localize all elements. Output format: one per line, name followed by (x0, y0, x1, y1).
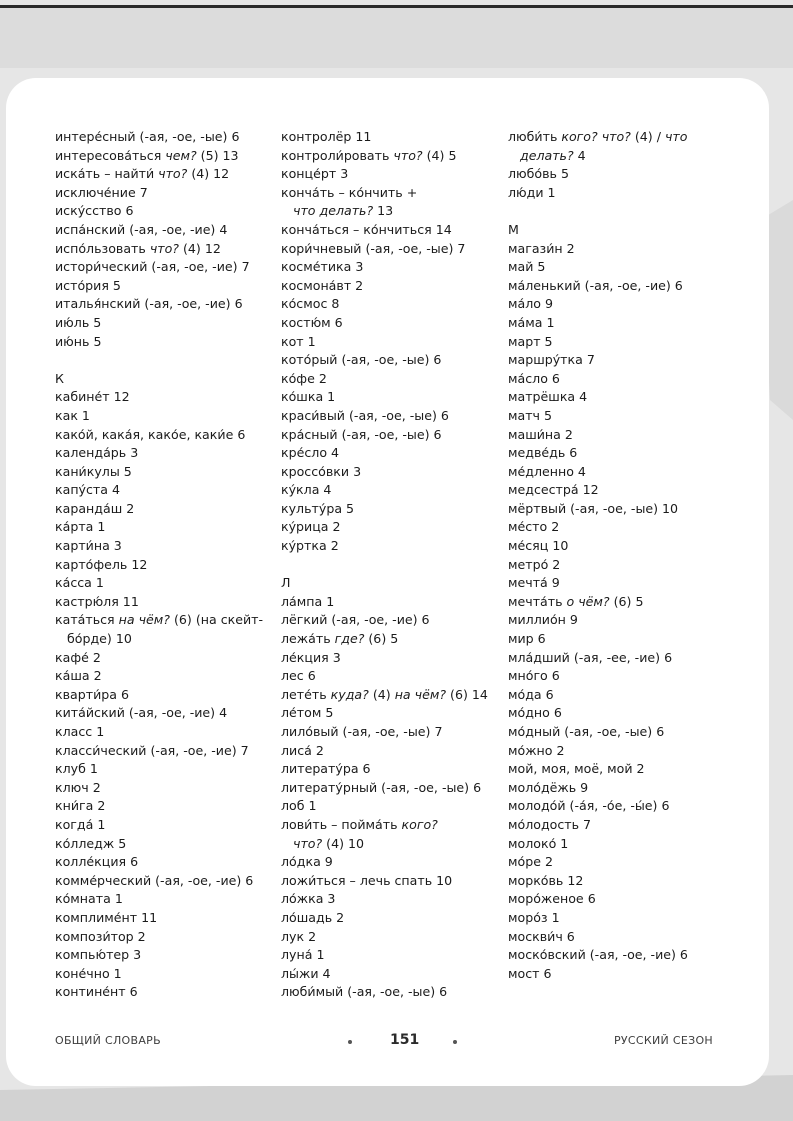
dictionary-entry: ла́мпа 1 (281, 593, 335, 609)
dictionary-entry: иска́ть – найти́ что? (4) 12 (55, 166, 230, 182)
dictionary-entry: коне́чно 1 (55, 965, 122, 981)
dictionary-entry: моро́з 1 (508, 909, 560, 925)
dictionary-entry: кварти́ра 6 (55, 686, 129, 702)
dictionary-entry: лиса́ 2 (281, 742, 324, 758)
letter-heading: Л (281, 575, 291, 591)
dictionary-entry: ку́рица 2 (281, 519, 341, 535)
dictionary-entry: мо́дно 6 (508, 705, 562, 721)
dictionary-entry: мечта́ть о чём? (6) 5 (508, 593, 644, 609)
dictionary-column-3 (508, 128, 688, 983)
dictionary-entry: ключ 2 (55, 779, 101, 795)
dictionary-entry: ма́ло 9 (508, 296, 553, 312)
dictionary-entry: испа́нский (-ая, -ое, -ие) 4 (55, 221, 228, 237)
dictionary-entry: любо́вь 5 (508, 166, 569, 182)
section-gap (55, 351, 263, 370)
dictionary-entry: како́й, кака́я, како́е, каки́е 6 (55, 426, 246, 442)
dictionary-entry: что делать? 13 (293, 203, 394, 219)
dictionary-entry: класс 1 (55, 724, 105, 739)
dictionary-entry: кани́кулы 5 (55, 463, 132, 479)
dictionary-entry: кре́сло 4 (281, 445, 340, 461)
dictionary-entry: ма́ма 1 (508, 314, 555, 330)
dictionary-entry: литерату́рный (-ая, -ое, -ые) 6 (281, 779, 482, 795)
dictionary-entry: бо́рде) 10 (67, 631, 132, 647)
dictionary-entry: ию́ль 5 (55, 314, 102, 330)
dictionary-entry: класси́ческий (-ая, -ое, -ие) 7 (55, 742, 249, 758)
footer-dot (453, 1040, 457, 1044)
dictionary-entry: лоб 1 (281, 798, 317, 814)
dictionary-entry: маши́на 2 (508, 426, 573, 442)
dictionary-entry: краси́вый (-ая, -ое, -ые) 6 (281, 407, 449, 423)
dictionary-entry: мост 6 (508, 965, 552, 981)
dictionary-entry: мо́дный (-ая, -ое, -ые) 6 (508, 724, 665, 739)
dictionary-entry: когда́ 1 (55, 816, 106, 832)
dictionary-entry: как 1 (55, 407, 90, 423)
dictionary-entry: культу́ра 5 (281, 500, 355, 516)
dictionary-entry: москви́ч 6 (508, 928, 575, 944)
dictionary-entry: ка́рта 1 (55, 519, 106, 535)
dictionary-entry: ку́кла 4 (281, 482, 332, 498)
dictionary-entry: ме́дленно 4 (508, 463, 586, 479)
dictionary-entry: моро́женое 6 (508, 891, 596, 907)
dictionary-entry: ме́сяц 10 (508, 538, 569, 554)
dictionary-entry: мо́лодость 7 (508, 816, 592, 832)
dictionary-entry: мечта́ 9 (508, 575, 560, 591)
dictionary-entry: маршру́тка 7 (508, 352, 595, 368)
dictionary-entry: компози́тор 2 (55, 928, 146, 944)
dictionary-entry: ле́кция 3 (281, 649, 341, 665)
dictionary-entry: ма́ленький (-ая, -ое, -ие) 6 (508, 277, 683, 293)
dictionary-entry: молоко́ 1 (508, 835, 569, 851)
dictionary-entry: ка́сса 1 (55, 575, 104, 591)
dictionary-entry: лете́ть куда? (4) на чём? (6) 14 (281, 686, 488, 702)
footer-book-title: РУССКИЙ СЕЗОН (614, 1034, 713, 1047)
dictionary-entry: медсестра́ 12 (508, 482, 599, 498)
dictionary-entry: мо́ре 2 (508, 854, 553, 870)
footer-section-title: ОБЩИЙ СЛОВАРЬ (55, 1034, 161, 1047)
dictionary-entry: люби́мый (-ая, -ое, -ые) 6 (281, 984, 448, 1000)
dictionary-entry: лес 6 (281, 668, 316, 684)
dictionary-entry: лежа́ть где? (6) 5 (281, 631, 399, 647)
dictionary-entry: италья́нский (-ая, -ое, -ие) 6 (55, 296, 243, 312)
dictionary-entry: ку́ртка 2 (281, 538, 339, 554)
dictionary-entry: карти́на 3 (55, 538, 122, 554)
dictionary-entry: исто́рия 5 (55, 277, 121, 293)
dictionary-entry: моско́вский (-ая, -ое, -ие) 6 (508, 947, 688, 963)
dictionary-entry: кни́га 2 (55, 798, 106, 814)
dictionary-entry: контролёр 11 (281, 129, 372, 144)
dictionary-entry: ложи́ться – лечь спать 10 (281, 872, 453, 888)
dictionary-entry: делать? 4 (520, 147, 586, 163)
dictionary-entry: ле́том 5 (281, 705, 334, 721)
dictionary-entry: матч 5 (508, 407, 553, 423)
dictionary-entry: ма́сло 6 (508, 370, 560, 386)
dictionary-entry: кабине́т 12 (55, 389, 130, 405)
dictionary-entry: костю́м 6 (281, 314, 343, 330)
dictionary-entry: ло́дка 9 (281, 854, 333, 870)
dictionary-entry: лы́жи 4 (281, 965, 331, 981)
section-gap (508, 202, 688, 221)
dictionary-entry: капу́ста 4 (55, 482, 121, 498)
dictionary-entry: колле́кция 6 (55, 854, 139, 870)
dictionary-entry: конце́рт 3 (281, 166, 349, 182)
dictionary-entry: лило́вый (-ая, -ое, -ые) 7 (281, 724, 443, 739)
dictionary-entry: клуб 1 (55, 761, 98, 777)
dictionary-entry: что? (4) 10 (293, 835, 365, 851)
dictionary-entry: компью́тер 3 (55, 947, 142, 963)
dictionary-entry: май 5 (508, 259, 546, 275)
dictionary-entry: март 5 (508, 333, 553, 349)
dictionary-entry: моло́дёжь 9 (508, 779, 589, 795)
footer-dot (348, 1040, 352, 1044)
dictionary-entry: мёртвый (-ая, -ое, -ые) 10 (508, 500, 679, 516)
dictionary-column-1 (55, 128, 263, 1002)
dictionary-entry: интере́сный (-ая, -ое, -ые) 6 (55, 129, 240, 144)
dictionary-entry: косме́тика 3 (281, 259, 364, 275)
dictionary-entry: луна́ 1 (281, 947, 325, 963)
dictionary-entry: мла́дший (-ая, -ее, -ие) 6 (508, 649, 673, 665)
dictionary-entry: магази́н 2 (508, 240, 575, 256)
dictionary-entry: ко́шка 1 (281, 389, 336, 405)
dictionary-entry: миллио́н 9 (508, 612, 578, 628)
dictionary-entry: метро́ 2 (508, 556, 561, 572)
dictionary-entry: комплиме́нт 11 (55, 909, 158, 925)
dictionary-entry: мир 6 (508, 631, 546, 647)
dictionary-entry: кот 1 (281, 333, 316, 349)
dictionary-entry: иску́сство 6 (55, 203, 134, 219)
dictionary-entry: каранда́ш 2 (55, 500, 135, 516)
dictionary-entry: комме́рческий (-ая, -ое, -ие) 6 (55, 872, 254, 888)
dictionary-entry: кита́йский (-ая, -ое, -ие) 4 (55, 705, 228, 721)
letter-heading: М (508, 221, 519, 237)
dictionary-entry: медве́дь 6 (508, 445, 578, 461)
section-gap (281, 556, 488, 575)
dictionary-entry: истори́ческий (-ая, -ое, -ие) 7 (55, 259, 250, 275)
dictionary-entry: ло́шадь 2 (281, 909, 345, 925)
dictionary-entry: мой, моя, моё, мой 2 (508, 761, 645, 777)
dictionary-entry: конча́ть – ко́нчить + (281, 184, 418, 200)
dictionary-entry: лёгкий (-ая, -ое, -ие) 6 (281, 612, 430, 628)
dictionary-entry: космона́вт 2 (281, 277, 364, 293)
dictionary-entry: испо́льзовать что? (4) 12 (55, 240, 221, 256)
dictionary-entry: кра́сный (-ая, -ое, -ые) 6 (281, 426, 442, 442)
dictionary-entry: морко́вь 12 (508, 872, 584, 888)
dictionary-entry: ко́смос 8 (281, 296, 340, 312)
dictionary-entry: молодо́й (-а́я, -о́е, -ы́е) 6 (508, 798, 670, 814)
dictionary-entry: лови́ть – пойма́ть кого? (281, 816, 438, 832)
dictionary-entry: контине́нт 6 (55, 984, 138, 1000)
dictionary-entry: мо́жно 2 (508, 742, 565, 758)
dictionary-entry: календа́рь 3 (55, 445, 139, 461)
dictionary-entry: карто́фель 12 (55, 556, 148, 572)
dictionary-entry: кафе́ 2 (55, 649, 101, 665)
dictionary-entry: ло́жка 3 (281, 891, 336, 907)
dictionary-entry: кото́рый (-ая, -ое, -ые) 6 (281, 352, 442, 368)
dictionary-entry: люби́ть кого? что? (4) / что (508, 129, 688, 144)
dictionary-entry: контроли́ровать что? (4) 5 (281, 147, 457, 163)
dictionary-entry: мно́го 6 (508, 668, 560, 684)
dictionary-entry: мо́да 6 (508, 686, 554, 702)
dictionary-entry: кори́чневый (-ая, -ое, -ые) 7 (281, 240, 466, 256)
dictionary-entry: ка́ша 2 (55, 668, 102, 684)
dictionary-entry: ме́сто 2 (508, 519, 560, 535)
dictionary-entry: ко́лледж 5 (55, 835, 127, 851)
dictionary-entry: интересова́ться чем? (5) 13 (55, 147, 239, 163)
page-number: 151 (390, 1032, 420, 1048)
dictionary-column-2 (281, 128, 488, 1002)
dictionary-entry: литерату́ра 6 (281, 761, 371, 777)
dictionary-entry: лук 2 (281, 928, 317, 944)
dictionary-entry: исключе́ние 7 (55, 184, 148, 200)
dictionary-entry: ко́фе 2 (281, 370, 327, 386)
dictionary-entry: ко́мната 1 (55, 891, 123, 907)
letter-heading: К (55, 370, 64, 386)
dictionary-entry: ию́нь 5 (55, 333, 102, 349)
dictionary-entry: кастрю́ля 11 (55, 593, 139, 609)
dictionary-entry: конча́ться – ко́нчиться 14 (281, 221, 452, 237)
dictionary-entry: лю́ди 1 (508, 184, 556, 200)
dictionary-entry: матрёшка 4 (508, 389, 588, 405)
dictionary-entry: ката́ться на чём? (6) (на скейт- (55, 612, 264, 628)
dictionary-entry: кроссо́вки 3 (281, 463, 362, 479)
